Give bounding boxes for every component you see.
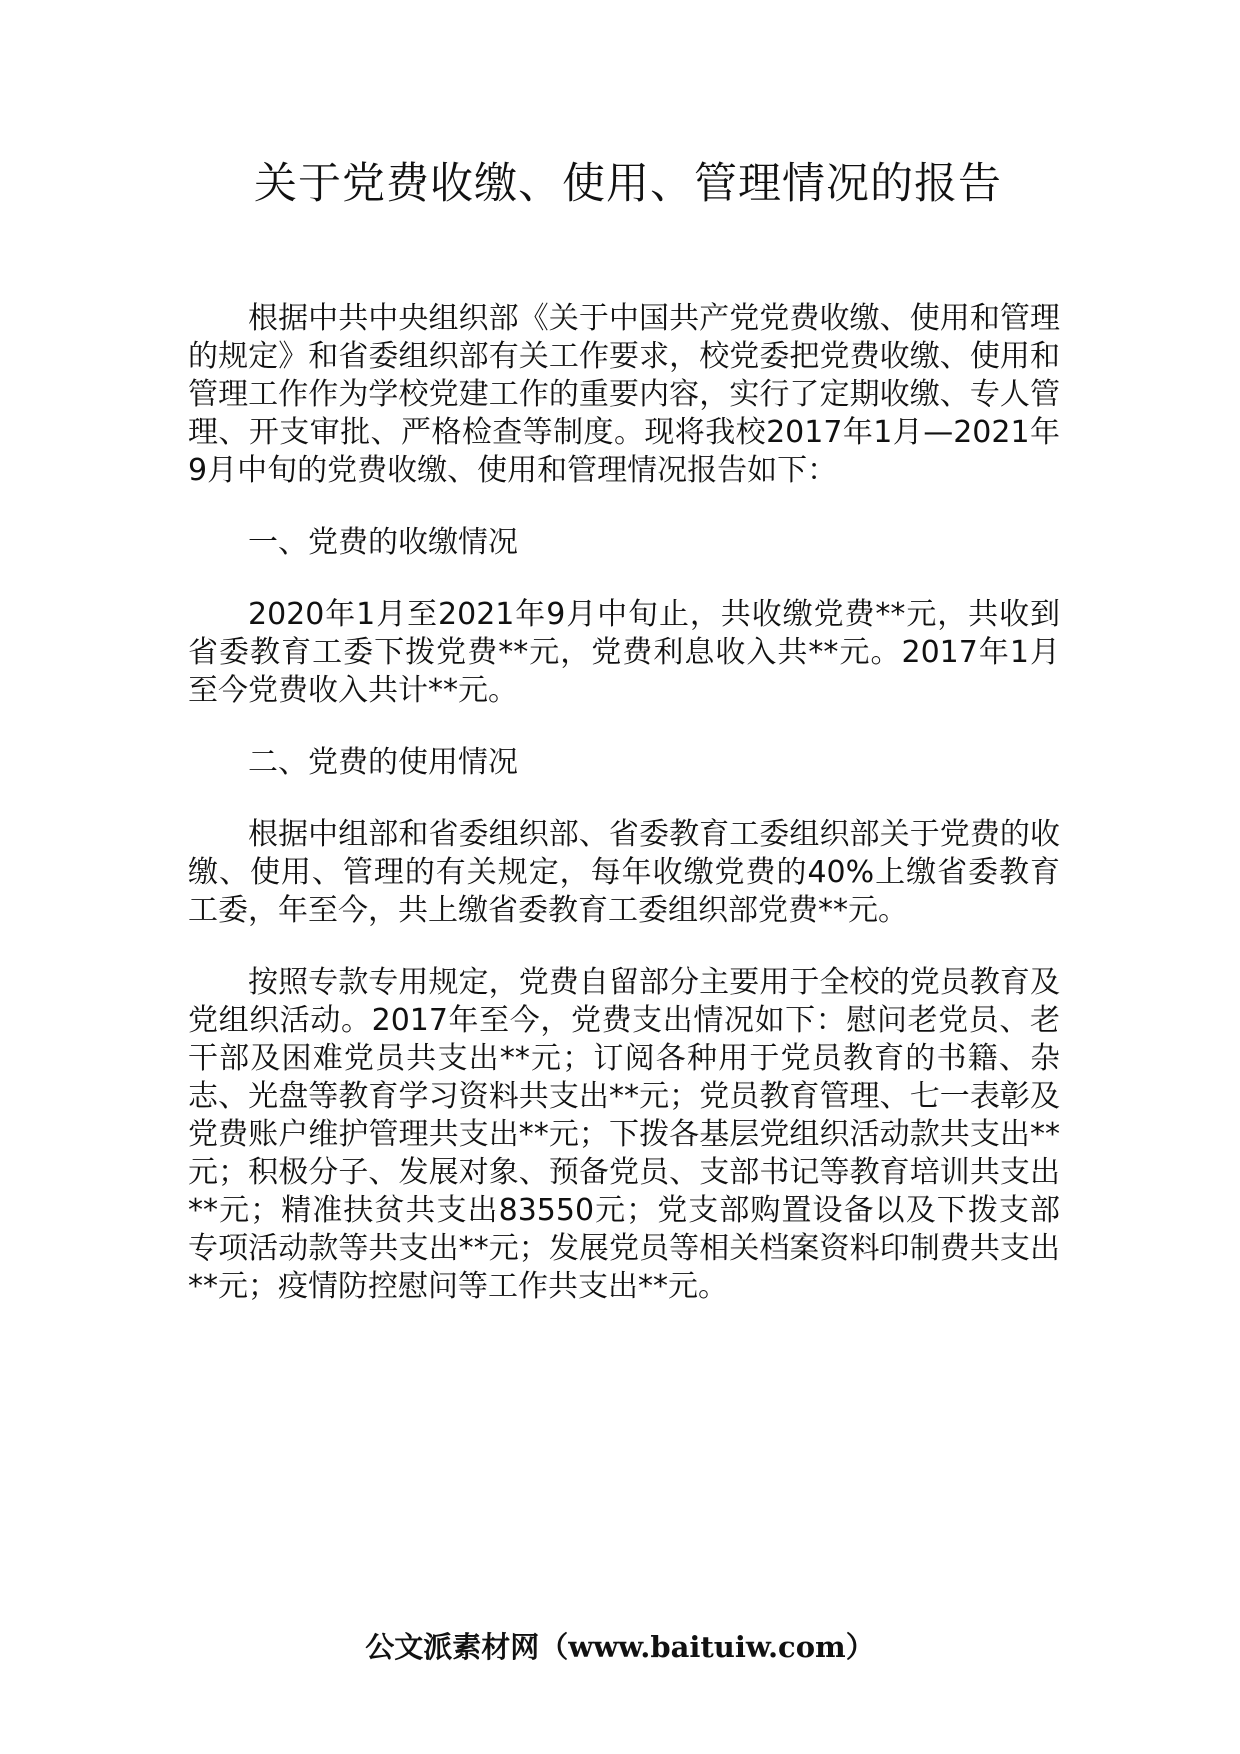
section-heading-usage: 二、党费的使用情况: [248, 745, 518, 780]
section-heading-collection: 一、党费的收缴情况: [248, 525, 518, 560]
footer-watermark: 公文派素材网（www.baituiw.com）: [365, 1630, 875, 1664]
document-title: 关于党费收缴、使用、管理情况的报告: [254, 159, 1002, 209]
paragraph-collection: 2020年1月至2021年9月中旬止，共收缴党费**元，共收到省委教育工委下拨党费**元，党费利息收入共**元。2017年1月至今党费收入共计**元。: [188, 597, 1060, 708]
paragraph-usage-expenses: 按照专款专用规定，党费自留部分主要用于全校的党员教育及党组织活动。2017年至今，党费支出情况如下：慰问老党员、老干部及困难党员共支出**元；订阅各种用于党员教育的书籍、杂志、光盘等教育学习资料共支出**元；党员教育管理、七一表彰及党费账户维护管理共支出**元；下拨各基层党组织活动款共支出**元；积极分子、发展对象、预备党员、支部书记等教育培训共支出**元；精准扶贫共支出83550元；党支部购置设备以及下拨支部专项活动款等共支出**元；发展党员等相关档案资料印制费共支出**元；疫情防控慰问等工作共支出**元。: [188, 965, 1060, 1304]
document-body: [188, 300, 1060, 1340]
paragraph-usage-rules: 根据中组部和省委组织部、省委教育工委组织部关于党费的收缴、使用、管理的有关规定，每年收缴党费的40%上缴省委教育工委，年至今，共上缴省委教育工委组织部党费**元。: [188, 817, 1060, 928]
paragraph-intro: 根据中共中央组织部《关于中国共产党党费收缴、使用和管理的规定》和省委组织部有关工作要求，校党委把党费收缴、使用和管理工作作为学校党建工作的重要内容，实行了定期收缴、专人管理、开支审批、严格检查等制度。现将我校2017年1月—2021年9月中旬的党费收缴、使用和管理情况报告如下：: [188, 301, 1060, 488]
